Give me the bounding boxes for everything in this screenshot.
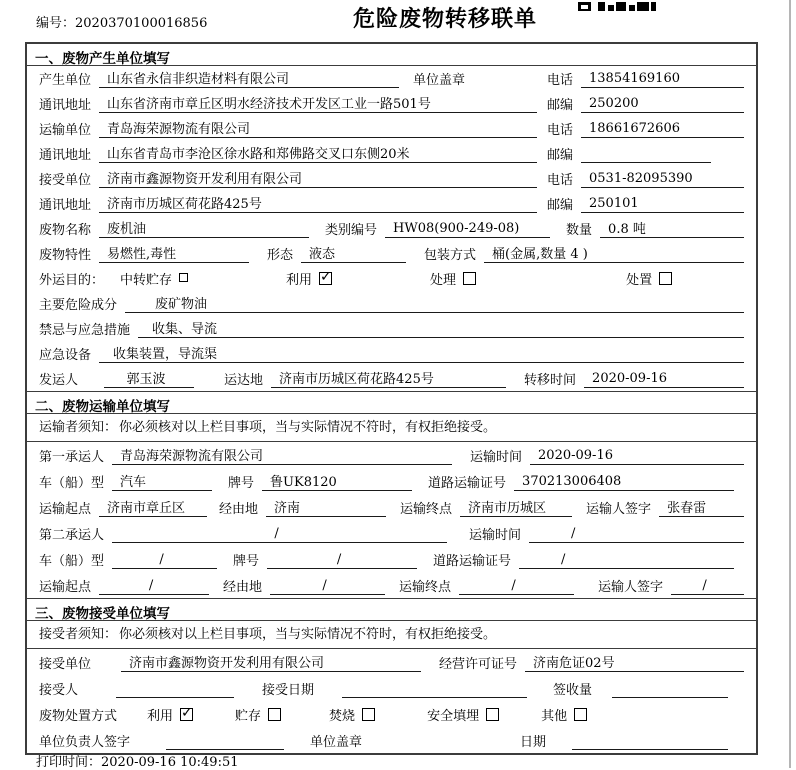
shipper-label: 发运人 (39, 373, 79, 388)
carrier2-name-value: / (112, 526, 447, 543)
transporter-unit-row (27, 116, 756, 141)
unit-seal-label: 单位盖章 (413, 73, 466, 88)
carrier2-time-label: 运输时间 (469, 528, 522, 543)
carrier1-via-value: 济南 (266, 497, 386, 517)
page-right-edge (789, 0, 791, 768)
waste-code-label: 类别编号 (325, 223, 378, 238)
section-transporter-heading: 二、废物运输单位填写 (27, 392, 756, 414)
waste-name-row (27, 216, 756, 241)
purpose-transfer-storage-checkbox-icon (179, 273, 188, 282)
accept-date-label: 接受日期 (262, 683, 315, 698)
dispatch-row (27, 366, 756, 391)
carrier2-vehicle-label: 车（船）型 (39, 554, 105, 569)
purpose-dispose-label: 处置 (626, 273, 653, 288)
emergency-equipment-row (27, 341, 756, 366)
acceptance-row (27, 675, 756, 701)
receiver-zip-label: 邮编 (547, 198, 574, 213)
section-producer-heading: 一、废物产生单位填写 (27, 44, 756, 66)
qr-code-icon (578, 0, 656, 13)
accept-person-value (116, 681, 234, 698)
accept-unit-value: 济南市鑫源物资开发利用有限公司 (121, 652, 421, 672)
carrier2-vehicle-value: / (112, 552, 217, 569)
emergency-equipment-label: 应急设备 (39, 348, 92, 363)
carrier1-plate-value: 鲁UK8120 (262, 471, 412, 491)
waste-form-value: 液态 (301, 243, 406, 263)
transporter-zip-label: 邮编 (547, 148, 574, 163)
receiver-address-label: 通讯地址 (39, 198, 92, 213)
carrier2-origin-label: 运输起点 (39, 580, 92, 595)
disposal-option-landfill (427, 705, 499, 724)
receipt-qty-label: 签收量 (553, 683, 593, 698)
waste-name-label: 废物名称 (39, 223, 92, 238)
producer-phone-value: 13854169160 (581, 71, 744, 88)
purpose-transfer-storage-label: 中转贮存 (120, 273, 173, 288)
carrier1-vehicle-label: 车（船）型 (39, 476, 105, 491)
receiver-notice-text: 你必须核对以上栏目事项，当与实际情况不符时，有权拒绝接受。 (119, 627, 497, 642)
producer-address-label: 通讯地址 (39, 98, 92, 113)
section-receiver-heading: 三、废物接受单位填写 (27, 599, 756, 621)
waste-qty-value: 0.8 吨 (600, 218, 744, 238)
disposal-option-other (541, 705, 587, 724)
receiver-address-value: 济南市历城区荷花路425号 (99, 193, 537, 213)
carrier1-time-label: 运输时间 (470, 450, 523, 465)
packing-method-label: 包装方式 (424, 248, 477, 263)
disposal-store-label: 贮存 (235, 709, 262, 724)
disposal-method-row (27, 701, 756, 727)
transporter-notice-text: 你必须核对以上栏目事项，当与实际情况不符时，有权拒绝接受。 (119, 420, 497, 435)
receipt-qty-value (612, 681, 728, 698)
carrier2-via-value: / (270, 578, 385, 595)
hazard-components-row (27, 291, 756, 316)
accept-date-value (342, 681, 527, 698)
destination-value: 济南市历城区荷花路425号 (271, 368, 506, 388)
serial-number (36, 12, 207, 31)
purpose-dispose-checkbox-icon (659, 272, 672, 285)
producer-address-value: 山东省济南市章丘区明水经济技术开发区工业一路501号 (99, 93, 537, 113)
carrier1-vehicle-row (27, 468, 756, 494)
purpose-treat-label: 处理 (430, 273, 457, 288)
transporter-address-value: 山东省青岛市李沧区徐水路和郑佛路交叉口东侧20米 (99, 143, 537, 163)
accept-unit-row (27, 649, 756, 675)
serial-number-value: 2020370100016856 (75, 16, 208, 31)
purpose-utilize-label: 利用 (286, 273, 313, 288)
purpose-option-transfer-storage (120, 269, 188, 288)
disposal-other-checkbox-icon (574, 708, 587, 721)
accept-person-label: 接受人 (39, 683, 79, 698)
hazard-components-label: 主要危险成分 (39, 298, 118, 313)
carrier2-end-value: / (459, 578, 574, 595)
transporter-notice-row (27, 414, 756, 442)
carrier2-label: 第二承运人 (39, 528, 105, 543)
waste-form-label: 形态 (267, 248, 294, 263)
emergency-measures-label: 禁忌与应急措施 (39, 323, 131, 338)
transporter-notice-label: 运输者须知： (39, 420, 118, 435)
disposal-other-label: 其他 (541, 709, 568, 724)
transfer-time-label: 转移时间 (524, 373, 577, 388)
purpose-option-treat (430, 269, 476, 288)
purpose-option-utilize (286, 269, 332, 288)
carrier2-time-value: / (529, 526, 744, 543)
producer-zip-label: 邮编 (547, 98, 574, 113)
carrier1-end-label: 运输终点 (400, 502, 453, 517)
transfer-purpose-row (27, 266, 756, 291)
carrier1-origin-label: 运输起点 (39, 502, 92, 517)
responsible-sign-label: 单位负责人签字 (39, 735, 131, 750)
producer-unit-value: 山东省永信非织造材料有限公司 (99, 68, 399, 88)
purpose-utilize-checkbox-icon (319, 272, 332, 285)
receiver-notice-label: 接受者须知： (39, 627, 118, 642)
carrier1-via-label: 经由地 (219, 502, 259, 517)
carrier2-road-license-label: 道路运输证号 (433, 554, 512, 569)
carrier1-plate-label: 牌号 (228, 476, 255, 491)
transfer-purpose-label: 外运目的： (39, 273, 105, 288)
operating-license-value: 济南危证02号 (525, 652, 744, 672)
waste-name-value: 废机油 (99, 218, 309, 238)
purpose-option-dispose (626, 269, 672, 288)
receiver-unit-value: 济南市鑫源物资开发利用有限公司 (99, 168, 537, 188)
disposal-option-incinerate (329, 705, 375, 724)
transporter-unit-label: 运输单位 (39, 123, 92, 138)
carrier1-origin-value: 济南市章丘区 (99, 497, 207, 517)
disposal-store-checkbox-icon (268, 708, 281, 721)
packing-method-value: 桶(金属,数量 4 ) (484, 243, 744, 263)
hazard-components-value: 废矿物油 (125, 293, 744, 313)
carrier2-plate-label: 牌号 (233, 554, 260, 569)
carrier1-name-value: 青岛海荣源物流有限公司 (112, 445, 452, 465)
carrier2-sign-label: 运输人签字 (598, 580, 664, 595)
carrier1-vehicle-value: 汽车 (112, 471, 212, 491)
transporter-phone-value: 18661672606 (581, 121, 744, 138)
producer-unit-row (27, 66, 756, 91)
shipper-value: 郭玉波 (104, 368, 194, 388)
disposal-incinerate-label: 焚烧 (329, 709, 356, 724)
carrier1-route-row (27, 494, 756, 520)
receiver-zip-value: 250101 (581, 196, 744, 213)
carrier2-vehicle-row (27, 546, 756, 572)
carrier2-plate-value: / (267, 552, 417, 569)
carrier2-route-row (27, 572, 756, 598)
waste-qty-label: 数量 (566, 223, 593, 238)
carrier1-name-row (27, 442, 756, 468)
signoff-date-value (572, 733, 728, 750)
carrier2-road-license-value: / (519, 552, 734, 569)
section-receiver (27, 598, 756, 753)
disposal-utilize-label: 利用 (147, 709, 174, 724)
document-header (0, 0, 796, 42)
signoff-date-label: 日期 (520, 735, 547, 750)
waste-traits-value: 易燃性,毒性 (99, 243, 249, 263)
page-title: 危险废物转移联单 (352, 7, 538, 32)
carrier2-end-label: 运输终点 (399, 580, 452, 595)
waste-code-value: HW08(900-249-08) (385, 221, 550, 238)
disposal-option-store (235, 705, 281, 724)
disposal-option-utilize (147, 705, 193, 724)
carrier1-sign-value: 张春雷 (659, 497, 744, 517)
operating-license-label: 经营许可证号 (439, 657, 518, 672)
transporter-zip-value (581, 146, 711, 163)
section-producer (27, 44, 756, 391)
producer-phone-label: 电话 (547, 73, 574, 88)
carrier1-time-value: 2020-09-16 (530, 448, 744, 465)
disposal-utilize-checkbox-icon (180, 708, 193, 721)
emergency-measures-row (27, 316, 756, 341)
carrier2-name-row (27, 520, 756, 546)
receiver-unit-label: 接受单位 (39, 173, 92, 188)
carrier2-via-label: 经由地 (223, 580, 263, 595)
receiver-phone-value: 0531-82095390 (581, 171, 744, 188)
emergency-equipment-value: 收集装置，导流渠 (99, 343, 744, 363)
disposal-incinerate-checkbox-icon (362, 708, 375, 721)
carrier1-road-license-value: 370213006408 (514, 474, 734, 491)
print-time-value: 2020-09-16 10:49:51 (101, 755, 239, 770)
section-transporter (27, 391, 756, 598)
destination-label: 运达地 (224, 373, 264, 388)
waste-traits-label: 废物特性 (39, 248, 92, 263)
print-time (36, 751, 239, 770)
disposal-method-label: 废物处置方式 (39, 709, 118, 724)
transporter-phone-label: 电话 (547, 123, 574, 138)
waste-traits-row (27, 241, 756, 266)
print-time-label: 打印时间： (36, 755, 102, 770)
manifest-form (25, 42, 758, 755)
accept-unit-label: 接受单位 (39, 657, 92, 672)
transporter-unit-value: 青岛海荣源物流有限公司 (99, 118, 537, 138)
transfer-time-value: 2020-09-16 (584, 371, 744, 388)
emergency-measures-value: 收集、导流 (138, 318, 744, 338)
carrier1-road-license-label: 道路运输证号 (428, 476, 507, 491)
carrier1-label: 第一承运人 (39, 450, 105, 465)
carrier1-sign-label: 运输人签字 (586, 502, 652, 517)
disposal-landfill-label: 安全填埋 (427, 709, 480, 724)
transporter-address-row (27, 141, 756, 166)
receiver-phone-label: 电话 (547, 173, 574, 188)
receiver-notice-row (27, 621, 756, 649)
signoff-row (27, 727, 756, 753)
unit-seal-label-2: 单位盖章 (310, 735, 363, 750)
producer-address-row (27, 91, 756, 116)
serial-number-label: 编号： (36, 16, 76, 31)
responsible-sign-value (166, 733, 284, 750)
producer-zip-value: 250200 (581, 96, 744, 113)
producer-unit-label: 产生单位 (39, 73, 92, 88)
disposal-landfill-checkbox-icon (486, 708, 499, 721)
carrier1-end-value: 济南市历城区 (460, 497, 572, 517)
receiver-unit-row (27, 166, 756, 191)
carrier2-origin-value: / (99, 578, 209, 595)
transporter-address-label: 通讯地址 (39, 148, 92, 163)
receiver-address-row (27, 191, 756, 216)
purpose-treat-checkbox-icon (463, 272, 476, 285)
carrier2-sign-value: / (671, 578, 744, 595)
